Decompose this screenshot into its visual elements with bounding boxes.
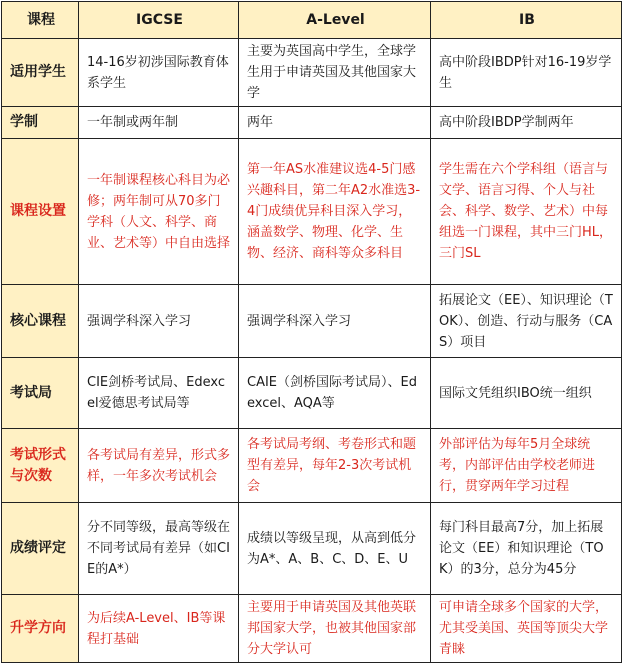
cell-ib-target-students: 高中阶段IBDP针对16-19岁学生 <box>431 39 622 107</box>
cell-alevel-grading: 成绩以等级呈现，从高到低分为A*、A、B、C、D、E、U <box>239 503 431 595</box>
cell-igcse-exam-format: 各考试局有差异，形式多样，一年多次考试机会 <box>79 429 239 503</box>
cell-igcse-exam-board: CIE剑桥考试局、Edexcel爱德思考试局等 <box>79 358 239 429</box>
header-ib: IB <box>431 2 622 39</box>
row-label-exam-board: 考试局 <box>2 358 79 429</box>
row-label-progression: 升学方向 <box>2 595 79 663</box>
table-row <box>2 429 622 503</box>
cell-alevel-target-students: 主要为英国高中学生，全球学生用于申请英国及其他国家大学 <box>239 39 431 107</box>
header-row <box>2 2 622 39</box>
cell-alevel-exam-board: CAIE（剑桥国际考试局）、Edexcel、AQA等 <box>239 358 431 429</box>
cell-igcse-curriculum: 一年制课程核心科目为必修；两年制可从70多门学科（人文、科学、商业、艺术等）中自由选择 <box>79 139 239 285</box>
cell-igcse-duration: 一年制或两年制 <box>79 107 239 139</box>
cell-ib-duration: 高中阶段IBDP学制两年 <box>431 107 622 139</box>
cell-alevel-curriculum: 第一年AS水准建议选4-5门感兴趣科目，第二年A2水准选3-4门成绩优异科目深入学习，涵盖数学、物理、化学、生物、经济、商科等众多科目 <box>239 139 431 285</box>
row-label-curriculum: 课程设置 <box>2 139 79 285</box>
table-row <box>2 358 622 429</box>
row-label-duration: 学制 <box>2 107 79 139</box>
header-alevel: A-Level <box>239 2 431 39</box>
table-row <box>2 503 622 595</box>
row-label-target-students: 适用学生 <box>2 39 79 107</box>
cell-ib-exam-board: 国际文凭组织IBO统一组织 <box>431 358 622 429</box>
table-row <box>2 595 622 663</box>
header-igcse: IGCSE <box>79 2 239 39</box>
cell-igcse-progression: 为后续A-Level、IB等课程打基础 <box>79 595 239 663</box>
row-label-core-courses: 核心课程 <box>2 285 79 358</box>
cell-alevel-core-courses: 强调学科深入学习 <box>239 285 431 358</box>
header-course: 课程 <box>2 2 79 39</box>
comparison-table <box>1 1 622 663</box>
cell-alevel-duration: 两年 <box>239 107 431 139</box>
cell-ib-curriculum: 学生需在六个学科组（语言与文学、语言习得、个人与社会、科学、数学、艺术）中每组选一门课程，其中三门HL，三门SL <box>431 139 622 285</box>
cell-alevel-progression: 主要用于申请英国及其他英联邦国家大学，也被其他国家部分大学认可 <box>239 595 431 663</box>
cell-alevel-exam-format: 各考试局考纲、考卷形式和题型有差异，每年2-3次考试机会 <box>239 429 431 503</box>
row-label-grading: 成绩评定 <box>2 503 79 595</box>
cell-igcse-grading: 分不同等级，最高等级在不同考试局有差异（如CIE的A*） <box>79 503 239 595</box>
table-row <box>2 139 622 285</box>
cell-igcse-target-students: 14-16岁初涉国际教育体系学生 <box>79 39 239 107</box>
cell-ib-core-courses: 拓展论文（EE）、知识理论（TOK）、创造、行动与服务（CAS）项目 <box>431 285 622 358</box>
cell-ib-progression: 可申请全球多个国家的大学，尤其受美国、英国等顶尖大学青睐 <box>431 595 622 663</box>
cell-ib-grading: 每门科目最高7分，加上拓展论文（EE）和知识理论（TOK）的3分，总分为45分 <box>431 503 622 595</box>
cell-igcse-core-courses: 强调学科深入学习 <box>79 285 239 358</box>
table-row <box>2 39 622 107</box>
table-row <box>2 107 622 139</box>
row-label-exam-format: 考试形式与次数 <box>2 429 79 503</box>
cell-ib-exam-format: 外部评估为每年5月全球统考，内部评估由学校老师进行，贯穿两年学习过程 <box>431 429 622 503</box>
table-row <box>2 285 622 358</box>
